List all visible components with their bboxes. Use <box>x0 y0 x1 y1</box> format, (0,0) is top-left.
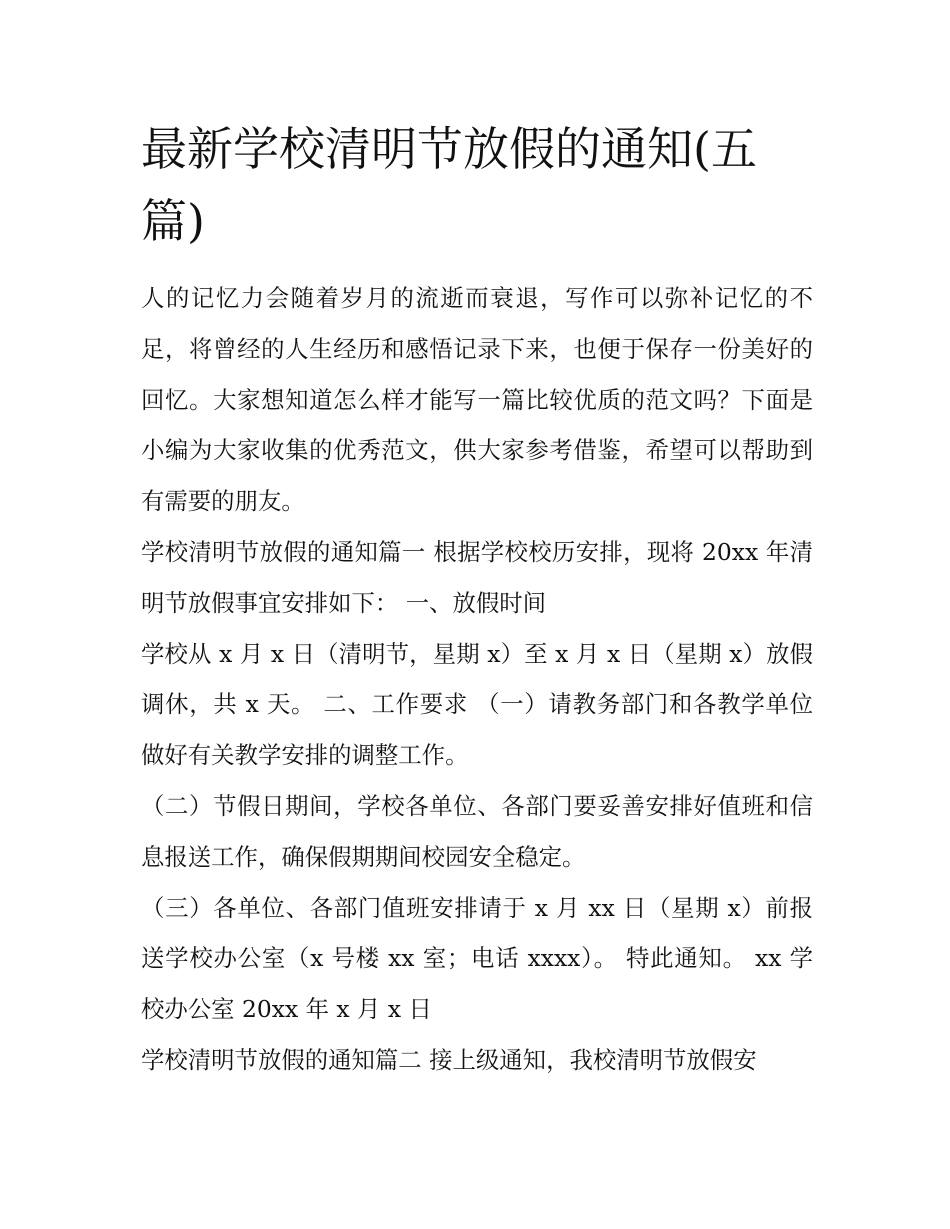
paragraph-requirement-three: （三）各单位、各部门值班安排请于 x 月 xx 日（星期 x）前报送学校办公室（x 号楼 xx 室；电话 xxxx）。 特此通知。 xx 学校办公室 20xx 年 x 月 x 日 <box>141 893 813 1024</box>
paragraph-requirement-two: （二）节假日期间，学校各单位、各部门要妥善安排好值班和信息报送工作，确保假期期间校园安全稳定。 <box>141 791 813 871</box>
document-body <box>141 273 813 1086</box>
paragraph-intro: 人的记忆力会随着岁月的流逝而衰退，写作可以弥补记忆的不足，将曾经的人生经历和感悟记录下来，也便于保存一份美好的回忆。大家想知道怎么样才能写一篇比较优质的范文吗？下面是小编为大家收集的优秀范文，供大家参考借鉴，希望可以帮助到有需要的朋友。 <box>141 284 813 516</box>
document-title: 最新学校清明节放假的通知(五篇) <box>141 122 757 248</box>
paragraph-holiday-time: 学校从 x 月 x 日（清明节，星期 x）至 x 月 x 日（星期 x）放假调休，共 x 天。 二、工作要求 （一）请教务部门和各教学单位做好有关教学安排的调整工作。 <box>141 639 813 770</box>
document-page <box>141 113 813 1086</box>
paragraph-notice-one-header: 学校清明节放假的通知篇一 根据学校校历安排，现将 20xx 年清明节放假事宜安排如下： 一、放假时间 <box>141 537 813 617</box>
paragraph-notice-two-header: 学校清明节放假的通知篇二 接上级通知，我校清明节放假安 <box>141 1045 757 1074</box>
